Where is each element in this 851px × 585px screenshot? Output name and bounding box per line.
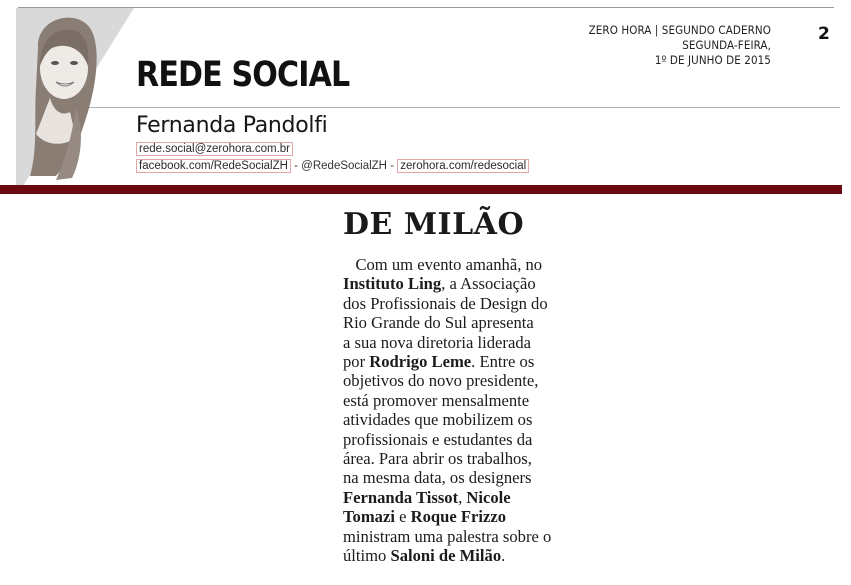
email-link[interactable]: rede.social@zerohora.com.br [136, 142, 293, 156]
article-headline: DE MILÃO [343, 207, 525, 242]
columnist-name: Fernanda Pandolfi [136, 113, 328, 138]
article-line [343, 468, 583, 487]
top-rule [18, 7, 834, 8]
facebook-link[interactable]: facebook.com/RedeSocialZH [136, 159, 291, 173]
article-text: a sua nova diretoria liderada [343, 332, 531, 352]
article-line [343, 294, 583, 313]
article-bold-name: Roque Frizzo [410, 507, 506, 527]
article-line [343, 391, 583, 410]
article-body [343, 255, 583, 566]
article-bold-name: Saloni de Milão [390, 546, 502, 566]
article-text: por [343, 352, 370, 372]
article-bold-name: Instituto Ling [343, 274, 442, 294]
article-text: objetivos do novo presidente, [343, 371, 539, 391]
edition-weekday: SEGUNDA-FEIRA, [682, 38, 771, 52]
article-line [343, 274, 583, 293]
article-text: atividades que mobilizem os [343, 410, 533, 430]
article-line [343, 527, 583, 546]
separator: - [387, 160, 398, 172]
separator: - [290, 160, 302, 172]
columnist-photo [16, 8, 136, 194]
edition-date: 1º DE JUNHO DE 2015 [654, 53, 771, 67]
article-bold-name: Tomazi [343, 507, 395, 527]
accent-bar [0, 185, 842, 194]
edition-publication: ZERO HORA | SEGUNDO CADERNO [588, 23, 771, 37]
article-line [343, 352, 583, 371]
article-text: Rio Grande do Sul apresenta [343, 313, 534, 333]
article-text: último [343, 546, 391, 566]
article-line [343, 410, 583, 429]
article-line [343, 313, 583, 332]
article-text: e [394, 507, 411, 527]
article-text: Com um evento amanhã, no [343, 255, 543, 274]
article-text: área. Para abrir os trabalhos, [343, 449, 532, 469]
article-line [343, 255, 583, 274]
article-text: . Entre os [471, 352, 535, 372]
article-text: , a Associação [441, 274, 536, 294]
edition-info [589, 23, 771, 68]
contact-email-line [136, 142, 293, 156]
article-text: , [458, 487, 467, 507]
article-text: . [501, 546, 506, 566]
article-bold-name: Rodrigo Leme [369, 352, 472, 372]
article-line [343, 546, 583, 565]
twitter-handle: @RedeSocialZH [301, 160, 387, 172]
article-text: está promover mensalmente [343, 390, 530, 410]
article-text: na mesma data, os designers [343, 468, 532, 488]
article-text: profissionais e estudantes da [343, 429, 533, 449]
article-bold-name: Nicole [466, 487, 511, 507]
section-title: REDE SOCIAL [136, 55, 350, 95]
contact-links-line [136, 159, 529, 173]
website-link[interactable]: zerohora.com/redesocial [397, 159, 529, 173]
page-number: 2 [818, 24, 830, 44]
article-line [343, 333, 583, 352]
article-line [343, 449, 583, 468]
article-line [343, 507, 583, 526]
article-bold-name: Fernanda Tissot [343, 487, 459, 507]
article-text: ministram uma palestra sobre o [343, 526, 552, 546]
article-text: dos Profissionais de Design do [343, 293, 548, 313]
article-line [343, 430, 583, 449]
article-line [343, 488, 583, 507]
header-divider [18, 107, 840, 108]
article-line [343, 371, 583, 390]
